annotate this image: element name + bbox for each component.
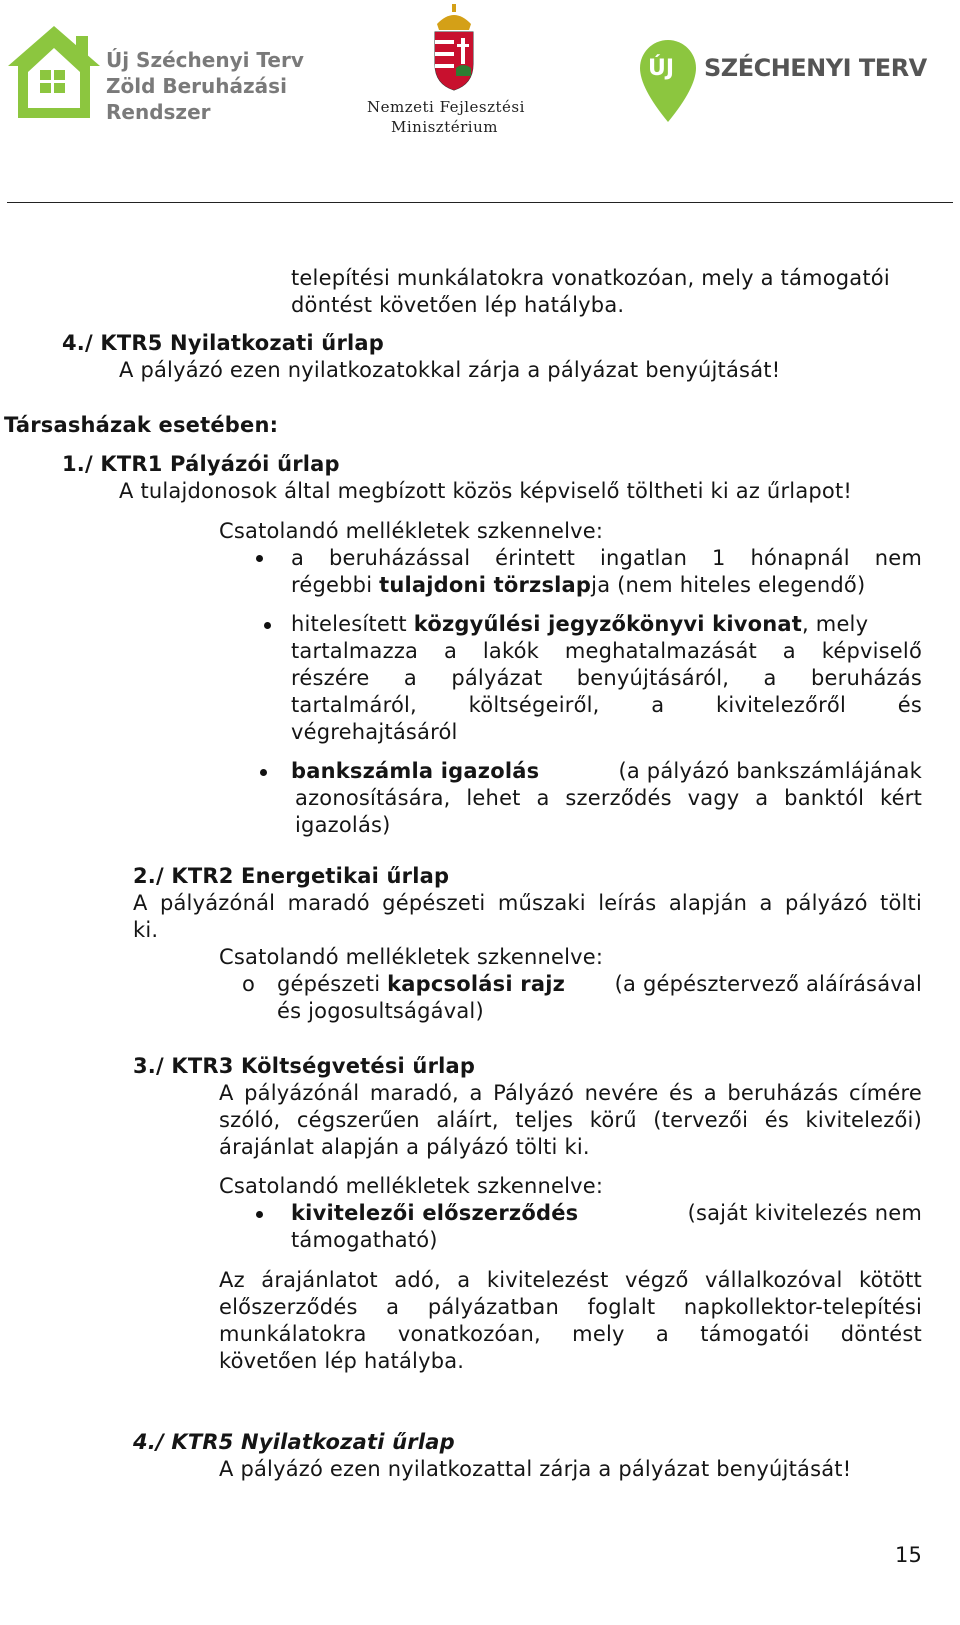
paragraph-line-2: előszerződés a pályázatban foglalt napkollektor-telepítési [219,1295,922,1319]
bullet-marker [260,769,267,776]
continuation-line-1: telepítési munkálatokra vonatkozóan, mely a támogatói [291,266,890,290]
bullet-4-line-1 [291,1200,922,1227]
bullet-marker [256,1211,263,1218]
circle-bullet-text-c: (a gépésztervező aláírásával [614,972,922,996]
ktr5-text: A pályázó ezen nyilatkozatokkal zárja a pályázat benyújtását! [119,358,781,382]
paragraph-line-1: Az árajánlatot adó, a kivitelezést végző vállalkozóval kötött [219,1268,922,1292]
attachments-label-2: Csatolandó mellékletek szkennelve: [219,945,604,969]
ktr1-heading: 1./ KTR1 Pályázói űrlap [62,452,340,476]
ktr5-heading: 4./ KTR5 Nyilatkozati űrlap [62,331,385,355]
bullet-4-bold: kivitelezői előszerződés [291,1201,579,1225]
bullet-1-text-a: régebbi [291,573,380,597]
bullet-2-line-5: végrehajtásáról [291,720,458,744]
paragraph-line-4: követően lép hatályba. [219,1349,465,1373]
map-pin-icon [638,38,698,124]
logo-right-badge: ÚJ [648,56,675,81]
circle-bullet-bold: kapcsolási rajz [387,972,566,996]
paragraph-line-3: munkálatokra vonatkozóan, mely a támogatói döntést [219,1322,922,1346]
zold-beruhazasi-logo [4,22,304,127]
bullet-4-line-2: támogatható) [291,1228,438,1252]
logo-center-line1: Nemzeti Fejlesztési [367,98,525,116]
bullet-2-bold: közgyűlési jegyzőkönyvi kivonat [413,612,803,636]
bullet-3-line-3: igazolás) [295,813,391,837]
continuation-line-2: döntést követően lép hatályba. [291,293,625,317]
attachments-label-1: Csatolandó mellékletek szkennelve: [219,519,604,543]
ktr2-line-1: A pályázónál maradó gépészeti műszaki leírás alapján a pályázó tölti [133,891,922,915]
tarsashazak-heading: Társasházak esetében: [4,413,279,437]
logo-left-line3: Rendszer [106,100,211,124]
bullet-4-text-b: (saját kivitelezés nem [687,1201,922,1225]
ktr3-line-3: árajánlat alapján a pályázó tölti ki. [219,1135,590,1159]
page-number: 15 [895,1543,923,1567]
ktr5b-text: A pályázó ezen nyilatkozattal zárja a pályázat benyújtását! [219,1457,852,1481]
bullet-1-text-c: ja (nem hiteles elegendő) [591,573,866,597]
bullet-3-bold: bankszámla igazolás [291,759,540,783]
attachments-label-3: Csatolandó mellékletek szkennelve: [219,1174,604,1198]
ktr2-heading: 2./ KTR2 Energetikai űrlap [133,864,450,888]
ktr3-line-2: szóló, cégszerűen aláírt, teljes körű (tervezői és kivitelezői) [219,1108,922,1132]
bullet-2-line-4: tartalmáról, költségeiről, a kivitelezőről és [291,693,922,717]
bullet-3-line-1 [291,758,922,785]
nemzeti-fejlesztesi-miniszterium-logo [355,4,555,134]
header-divider [7,202,953,203]
bullet-3-text-b: (a pályázó bankszámlájának [618,759,922,783]
bullet-marker [256,555,263,562]
ktr1-text: A tulajdonosok által megbízott közös képviselő töltheti ki az űrlapot! [119,479,853,503]
logo-left-line2: Zöld Beruházási [106,74,287,98]
bullet-2-text-a: hitelesített [291,612,414,636]
ktr3-heading: 3./ KTR3 Költségvetési űrlap [133,1054,476,1078]
circle-bullet-line-1 [277,971,922,998]
ktr2-line-2: ki. [133,918,159,942]
uj-szechenyi-terv-logo [638,38,928,128]
logo-right-text: SZÉCHENYI TERV [704,54,927,82]
ktr3-line-1: A pályázónál maradó, a Pályázó nevére és a beruházás címére [219,1081,922,1105]
bullet-2-line-1 [291,611,922,638]
bullet-2-line-3: részére a pályázat benyújtásáról, a beruházás [291,666,922,690]
bullet-1-bold: tulajdoni törzslap [379,573,592,597]
coat-of-arms-icon [431,4,477,92]
bullet-1-line-2 [291,572,865,599]
logo-left-line1: Új Széchenyi Terv [106,48,304,72]
bullet-3-line-2: azonosítására, lehet a szerződés vagy a banktól kért [295,786,922,810]
bullet-2-line-2: tartalmazza a lakók meghatalmazását a képviselő [291,639,922,663]
logo-center-line2: Minisztérium [391,118,498,136]
bullet-marker [264,622,271,629]
circle-bullet-marker: o [242,972,256,996]
bullet-1-line-1: a beruházással érintett ingatlan 1 hónapnál nem [291,546,922,570]
ktr5b-heading: 4./ KTR5 Nyilatkozati űrlap [133,1430,455,1454]
bullet-2-text-c: , mely [802,612,869,636]
house-icon [4,22,104,122]
circle-bullet-text-a: gépészeti [277,972,388,996]
circle-bullet-line-2: és jogosultságával) [277,999,484,1023]
